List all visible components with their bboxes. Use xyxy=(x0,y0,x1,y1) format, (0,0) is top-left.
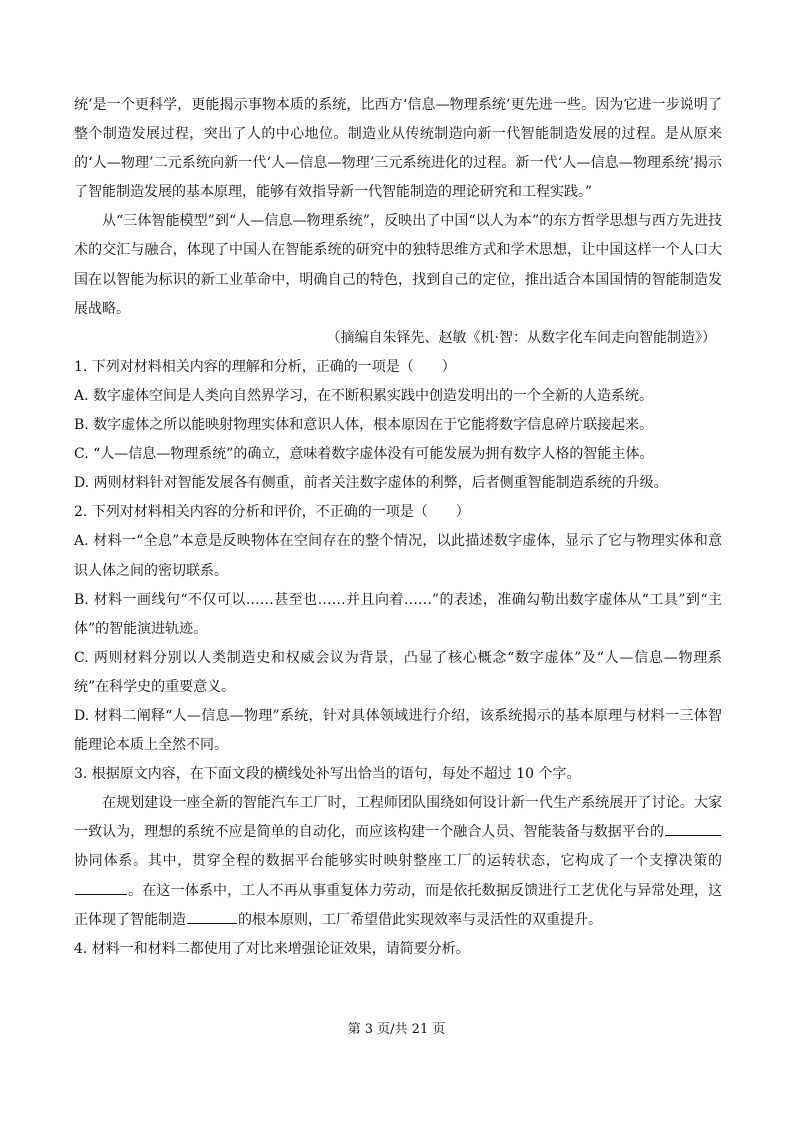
answer-blank-3[interactable] xyxy=(187,909,237,924)
question-3-text-3: 。在这一体系中，工人不再从事重复体力劳动，而是依托数据反馈进行工艺优化与异常处理，这正体现了智能制造 xyxy=(74,882,722,928)
question-3-text-1: 在规划建设一座全新的智能汽车工厂时，工程师团队围绕如何设计新一代生产系统展开了讨论。大家一致认为，理想的系统不应是简单的自动化，而应该构建一个融合人员、智能装备与数据平台的 xyxy=(74,795,722,841)
page-content xyxy=(74,91,722,964)
question-1-option-a: A. 数字虚体空间是人类向自然界学习，在不断积累实践中创造发明出的一个全新的人造系统。 xyxy=(74,387,654,404)
question-2 xyxy=(74,498,722,760)
question-4-stem: 4. 材料一和材料二都使用了对比来增强论证效果，请简要分析。 xyxy=(74,940,470,957)
question-3-passage xyxy=(74,789,722,934)
page-number-footer: 第 3 页/共 21 页 xyxy=(347,1022,446,1037)
passage-paragraph-2: 从“三体智能模型”到“人—信息—物理系统”，反映出了中国“以人为本”的东方哲学思想与西方先进技术的交汇与融合，体现了中国人在智能系统的研究中的独特思维方式和学术思想，让中国这样一个人口大国在以智能为标识的新工业革命中，明确自己的特色，找到自己的定位，推出适合本国国情的智能制造发展战略。 xyxy=(74,213,722,317)
question-1-stem: 1. 下列对材料相关内容的理解和分析，正确的一项是（ ） xyxy=(74,358,456,375)
question-3-text-4: 的根本原则，工厂希望借此实现效率与灵活性的双重提升。 xyxy=(238,911,602,928)
question-3 xyxy=(74,760,722,935)
question-1-option-c: C. “人—信息—物理系统”的确立，意味着数字虚体没有可能发展为拥有数字人格的智能主体。 xyxy=(74,446,654,463)
question-2-option-d: D. 材料二阐释“人—信息—物理”系统，针对具体领域进行介绍，该系统揭示的基本原理与材料一三体智能理论本质上全然不同。 xyxy=(74,707,722,754)
question-1 xyxy=(74,353,722,498)
question-2-stem: 2. 下列对材料相关内容的分析和评价，不正确的一项是（ ） xyxy=(74,504,470,521)
passage-source: （摘编自朱铎先、赵敏《机·智：从数字化车间走向智能制造》） xyxy=(326,329,716,346)
question-1-option-d: D. 两则材料针对智能发展各有侧重，前者关注数字虚体的利弊，后者侧重智能制造系统的升级。 xyxy=(74,475,668,492)
question-1-option-b: B. 数字虚体之所以能映射物理实体和意识人体，根本原因在于它能将数字信息碎片联接起来。 xyxy=(74,417,654,434)
answer-blank-1[interactable] xyxy=(665,821,721,836)
question-2-option-a: A. 材料一“全息”本意是反映物体在空间存在的整个情况，以此描述数字虚体，显示了它与物理实体和意识人体之间的密切联系。 xyxy=(74,533,722,579)
question-3-text-2: 协同体系。其中，贯穿全程的数据平台能够实时映射整座工厂的运转状态，它构成了一个支撑决策的 xyxy=(74,853,722,870)
question-4 xyxy=(74,935,722,964)
answer-blank-2[interactable] xyxy=(75,880,127,895)
question-2-option-b: B. 材料一画线句“不仅可以……甚至也……并且向着……”的表述，准确勾勒出数字虚体从“工具”到“主体”的智能演进轨迹。 xyxy=(74,591,722,637)
passage-paragraph-1: 统’是一个更科学，更能揭示事物本质的系统，比西方‘信息—物理系统’更先进一些。因为它进一步说明了整个制造发展过程，突出了人的中心地位。制造业从传统制造向新一代智能制造发展的过程。是从原来的‘人—物理’二元系统向新一代‘人—信息—物理’三元系统进化的过程。新一代‘人—信息—物理系统’揭示了智能制造发展的基本原理，能够有效指导新一代智能制造的理论研究和工程实践。” xyxy=(74,97,722,201)
question-2-option-c: C. 两则材料分别以人类制造史和权威会议为背景，凸显了核心概念“数字虚体”及“人—信息—物理系统”在科学史的重要意义。 xyxy=(74,649,722,695)
question-3-stem: 3. 根据原文内容，在下面文段的横线处补写出恰当的语句，每处不超过 10 个字。 xyxy=(74,766,581,783)
